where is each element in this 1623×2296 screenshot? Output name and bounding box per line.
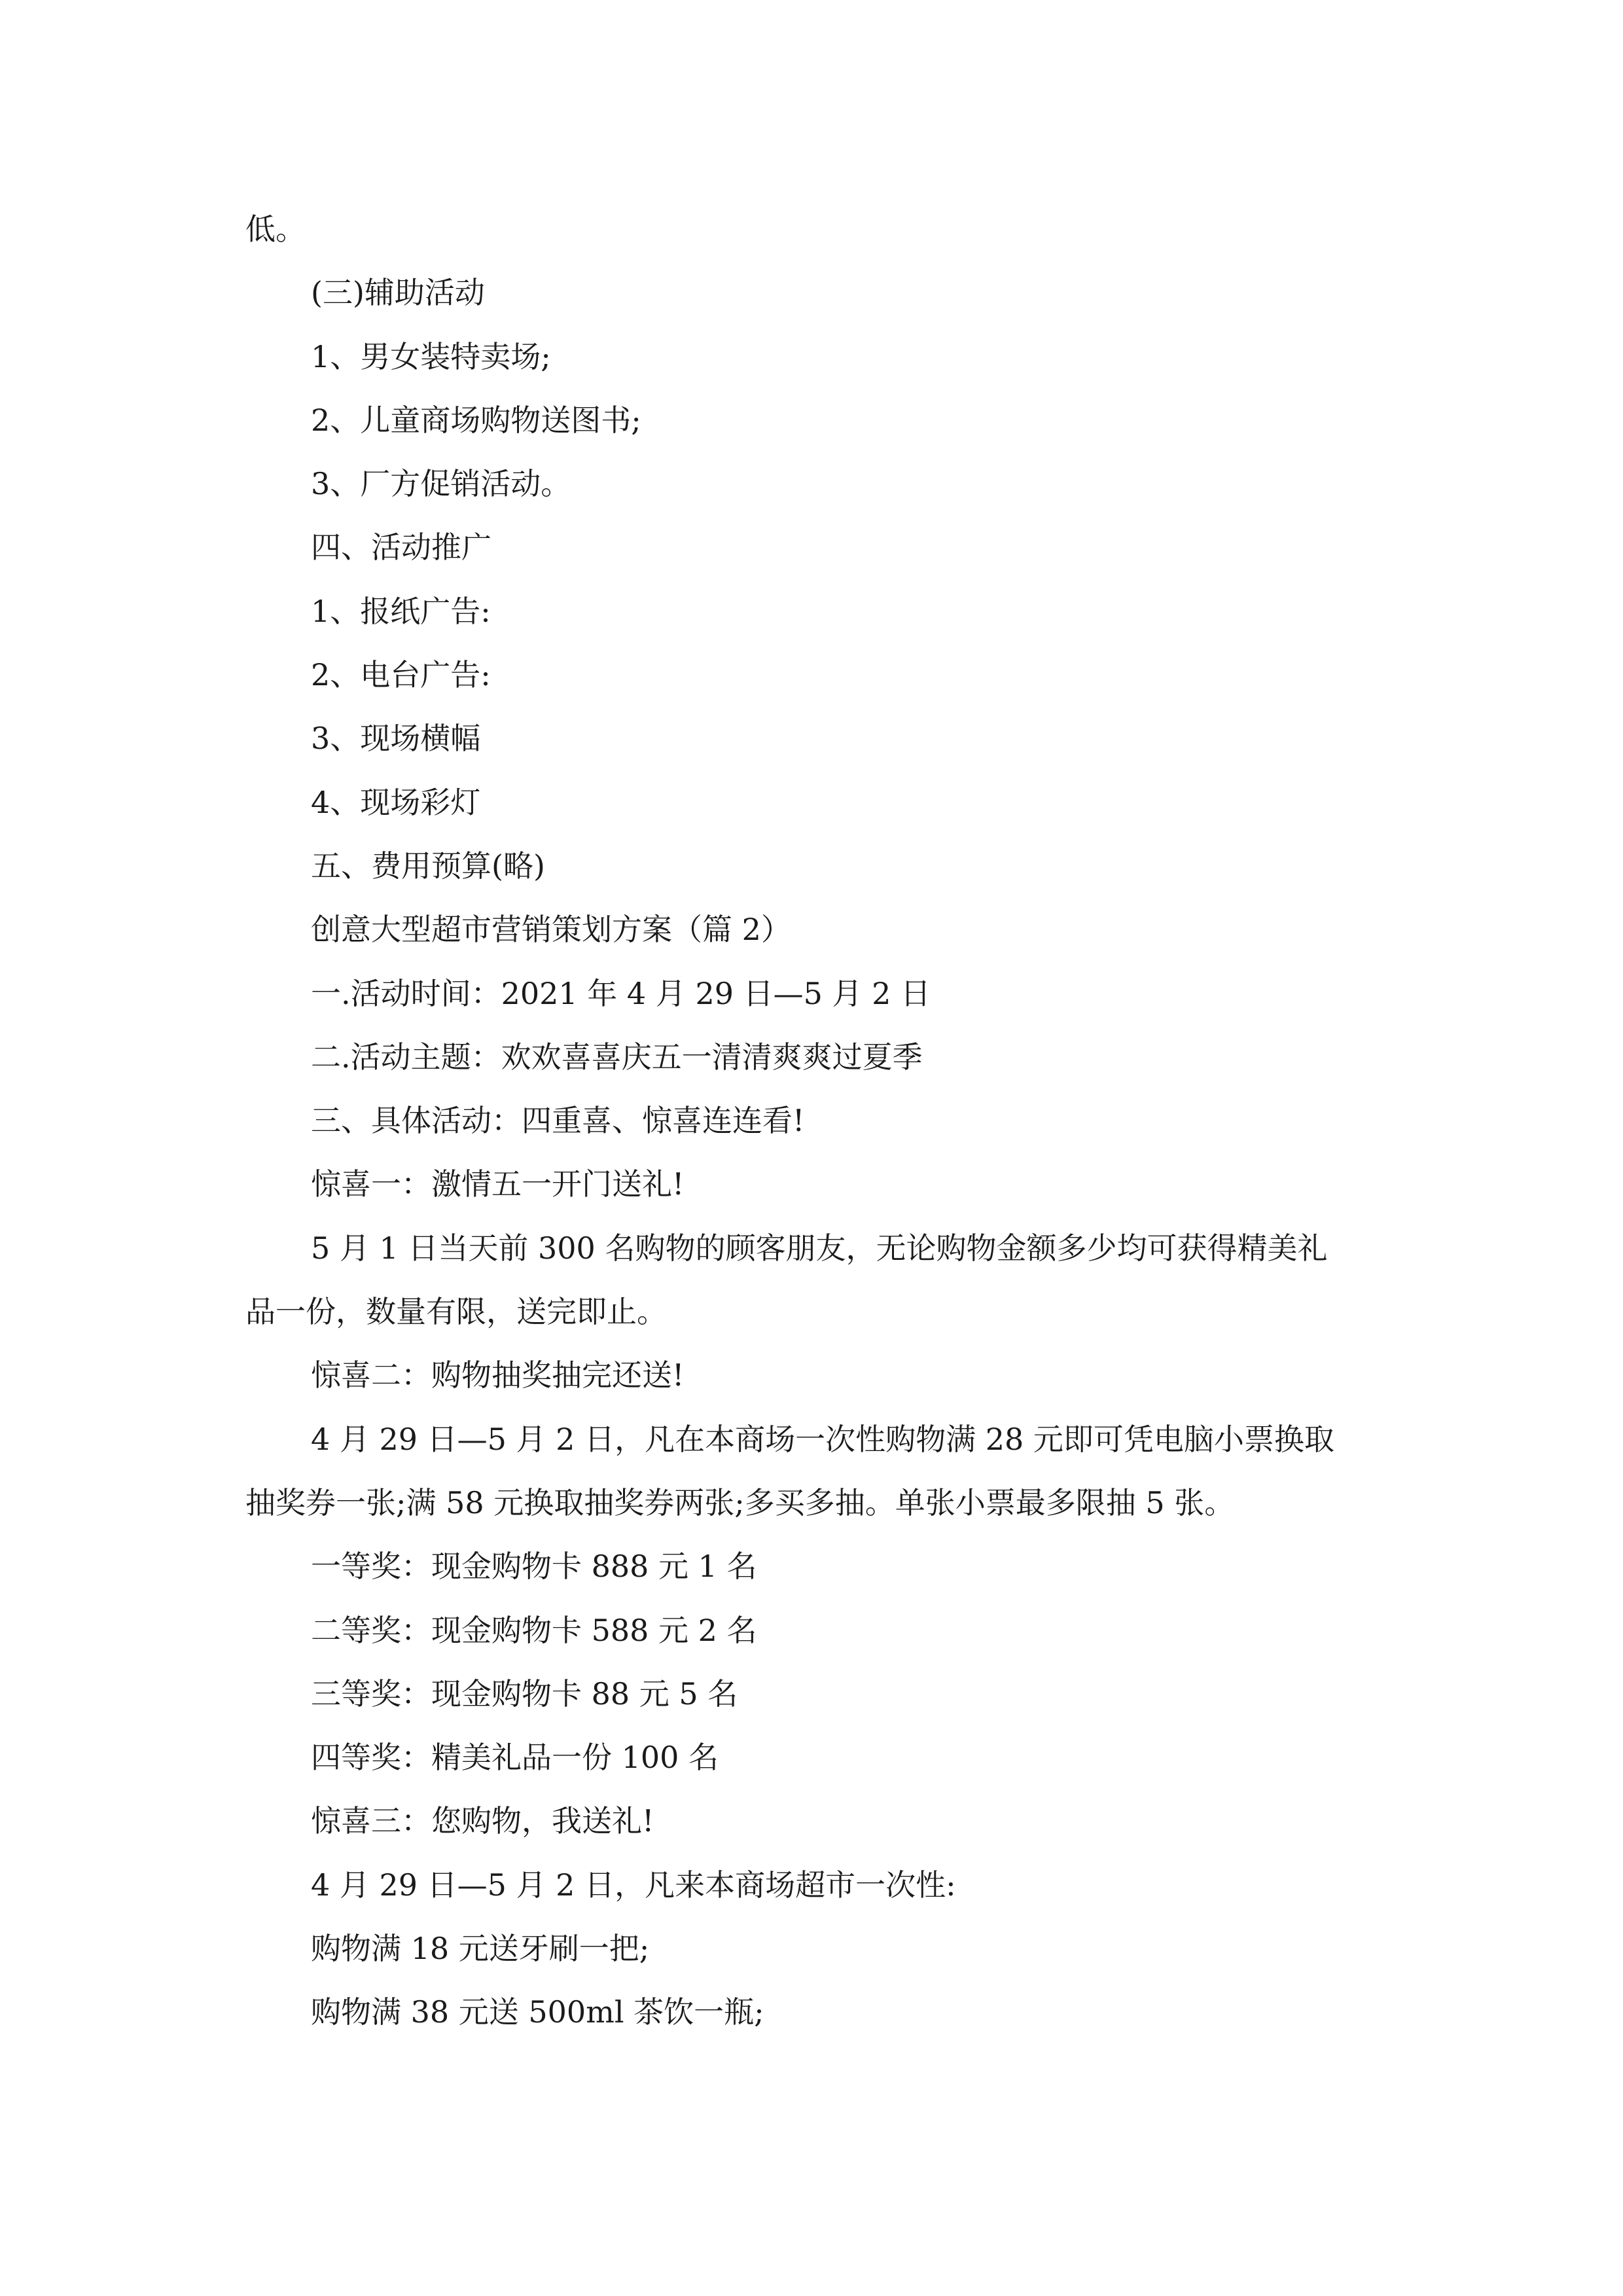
list-item: 1、报纸广告:	[311, 593, 491, 629]
subsection-heading: 惊喜三：您购物，我送礼!	[311, 1803, 654, 1839]
section-heading: 四、活动推广	[311, 529, 491, 565]
prize-line: 二等奖：现金购物卡 588 元 2 名	[311, 1612, 757, 1648]
subsection-heading: 惊喜二：购物抽奖抽完还送!	[311, 1357, 685, 1393]
paragraph-line: 品一份，数量有限，送完即止。	[245, 1294, 667, 1330]
list-item: 3、厂方促销活动。	[311, 466, 571, 502]
prize-line: 三等奖：现金购物卡 88 元 5 名	[311, 1676, 738, 1712]
list-item: 2、电台广告:	[311, 657, 491, 693]
section-heading: (三)辅助活动	[311, 275, 485, 311]
section-heading: 五、费用预算(略)	[311, 848, 545, 884]
list-item: 购物满 38 元送 500ml 茶饮一瓶;	[311, 1994, 764, 2030]
subsection-heading: 惊喜一：激情五一开门送礼!	[311, 1166, 685, 1202]
text-line: 低。	[245, 211, 306, 247]
prize-line: 一等奖：现金购物卡 888 元 1 名	[311, 1549, 757, 1585]
paragraph-line: 抽奖券一张;满 58 元换取抽奖券两张;多买多抽。单张小票最多限抽 5 张。	[245, 1484, 1235, 1520]
text-line: 二.活动主题：欢欢喜喜庆五一清清爽爽过夏季	[311, 1039, 923, 1075]
list-item: 4、现场彩灯	[311, 784, 481, 820]
section-heading: 三、具体活动：四重喜、惊喜连连看!	[311, 1103, 805, 1139]
text-line: 一.活动时间：2021 年 4 月 29 日—5 月 2 日	[311, 975, 931, 1011]
article-title: 创意大型超市营销策划方案（篇 2）	[311, 912, 791, 948]
prize-line: 四等奖：精美礼品一份 100 名	[311, 1740, 719, 1776]
paragraph-line: 5 月 1 日当天前 300 名购物的顾客朋友，无论购物金额多少均可获得精美礼	[311, 1230, 1328, 1266]
list-item: 3、现场横幅	[311, 721, 481, 757]
list-item: 购物满 18 元送牙刷一把;	[311, 1931, 650, 1967]
paragraph-line: 4 月 29 日—5 月 2 日，凡在本商场一次性购物满 28 元即可凭电脑小票换取	[311, 1421, 1334, 1457]
list-item: 1、男女装特卖场;	[311, 338, 551, 374]
paragraph-line: 4 月 29 日—5 月 2 日，凡来本商场超市一次性:	[311, 1867, 956, 1903]
list-item: 2、儿童商场购物送图书;	[311, 402, 641, 438]
document-body	[245, 198, 1381, 2045]
